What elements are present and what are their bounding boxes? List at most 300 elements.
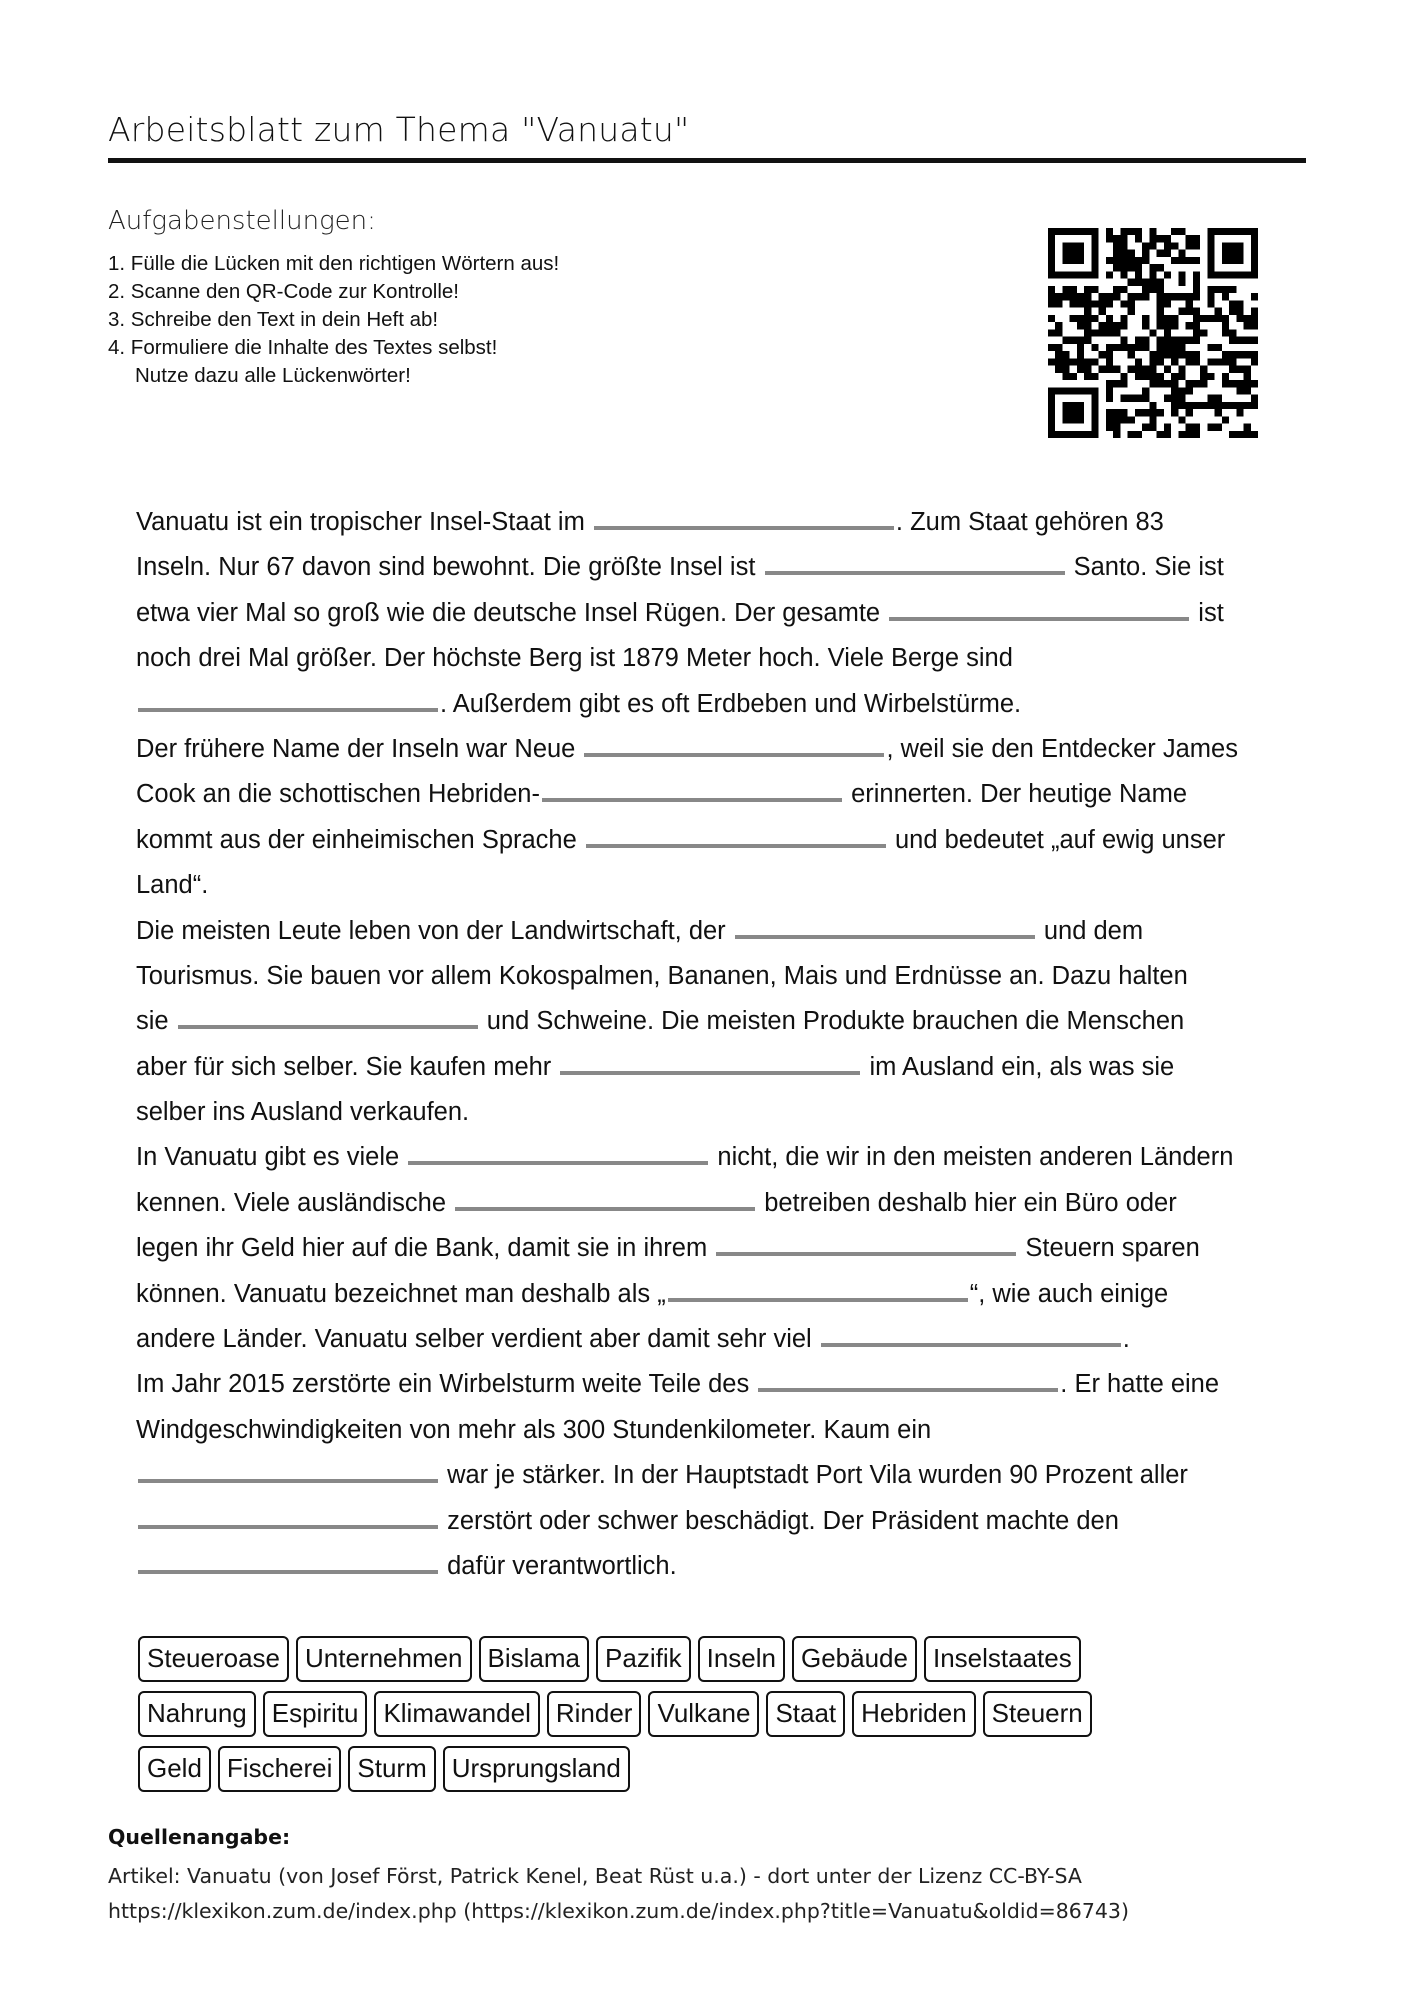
qr-module xyxy=(1120,395,1127,402)
qr-module xyxy=(1142,387,1149,394)
blank-field[interactable] xyxy=(889,597,1189,621)
word-chip[interactable]: Klimawandel xyxy=(374,1691,539,1737)
qr-module xyxy=(1244,387,1251,394)
qr-module xyxy=(1120,322,1127,329)
word-chip[interactable]: Ursprungsland xyxy=(443,1746,630,1792)
qr-module xyxy=(1128,264,1135,271)
qr-module xyxy=(1120,344,1127,351)
qr-module xyxy=(1200,380,1207,387)
blank-field[interactable] xyxy=(138,1505,438,1529)
qr-module xyxy=(1157,308,1164,315)
qr-module xyxy=(1084,329,1091,336)
qr-module xyxy=(1157,286,1164,293)
qr-module xyxy=(1113,424,1120,431)
word-chip[interactable]: Nahrung xyxy=(138,1691,256,1737)
text-line xyxy=(136,591,1316,636)
text-line xyxy=(136,1362,1316,1407)
qr-module xyxy=(1091,344,1098,351)
text-line xyxy=(136,1226,1316,1271)
blank-field[interactable] xyxy=(821,1323,1121,1347)
qr-module xyxy=(1149,424,1156,431)
blank-field[interactable] xyxy=(138,688,438,712)
qr-module xyxy=(1135,373,1142,380)
qr-module xyxy=(1186,402,1193,409)
qr-module xyxy=(1077,344,1084,351)
qr-module xyxy=(1128,344,1135,351)
qr-module xyxy=(1236,337,1243,344)
text-line xyxy=(136,772,1316,817)
qr-module xyxy=(1048,315,1055,322)
qr-module xyxy=(1149,279,1156,286)
qr-module xyxy=(1084,300,1091,307)
qr-finder-part xyxy=(1048,228,1055,279)
qr-module xyxy=(1048,300,1055,307)
qr-module xyxy=(1193,271,1200,278)
qr-module xyxy=(1178,402,1185,409)
text-line xyxy=(136,727,1316,772)
qr-module xyxy=(1164,431,1171,438)
qr-module xyxy=(1164,293,1171,300)
qr-module xyxy=(1055,358,1062,365)
qr-module xyxy=(1222,380,1229,387)
qr-module xyxy=(1178,387,1185,394)
qr-module xyxy=(1149,228,1156,235)
qr-module xyxy=(1091,315,1098,322)
qr-finder-part xyxy=(1048,228,1099,235)
qr-module xyxy=(1178,257,1185,264)
qr-module xyxy=(1113,293,1120,300)
qr-module xyxy=(1113,409,1120,416)
qr-module xyxy=(1164,271,1171,278)
qr-module xyxy=(1178,308,1185,315)
qr-module xyxy=(1070,286,1077,293)
qr-module xyxy=(1251,402,1258,409)
qr-module xyxy=(1186,424,1193,431)
qr-module xyxy=(1229,329,1236,336)
qr-module xyxy=(1193,322,1200,329)
task-item: 1. Fülle die Lücken mit den richtigen Wörtern aus! xyxy=(108,252,560,275)
text-segment: Windgeschwindigkeiten von mehr als 300 Stundenkilometer. Kaum ein xyxy=(136,1415,932,1444)
qr-module xyxy=(1142,293,1149,300)
qr-module xyxy=(1149,351,1156,358)
qr-finder-part xyxy=(1207,228,1214,279)
qr-module xyxy=(1171,293,1178,300)
qr-module xyxy=(1186,387,1193,394)
qr-module xyxy=(1171,337,1178,344)
qr-module xyxy=(1128,395,1135,402)
qr-module xyxy=(1099,300,1106,307)
qr-module xyxy=(1164,235,1171,242)
text-segment: , weil sie den Entdecker James xyxy=(886,734,1238,763)
qr-module xyxy=(1222,373,1229,380)
text-segment: und Schweine. Die meisten Produkte brauchen die Menschen xyxy=(479,1007,1185,1036)
qr-module xyxy=(1186,235,1193,242)
qr-module xyxy=(1236,387,1243,394)
qr-module xyxy=(1229,308,1236,315)
qr-module xyxy=(1236,300,1243,307)
qr-module xyxy=(1062,351,1069,358)
qr-module xyxy=(1135,431,1142,438)
qr-module xyxy=(1084,337,1091,344)
text-segment: “, wie auch einige xyxy=(969,1279,1169,1308)
qr-module xyxy=(1128,431,1135,438)
qr-module xyxy=(1099,308,1106,315)
qr-module xyxy=(1157,431,1164,438)
qr-module xyxy=(1120,242,1127,249)
blank-field[interactable] xyxy=(408,1141,708,1165)
blank-field[interactable] xyxy=(594,506,894,530)
word-bank xyxy=(138,1636,1238,1801)
text-segment: dafür verantwortlich. xyxy=(440,1551,677,1580)
qr-module xyxy=(1215,402,1222,409)
blank-field[interactable] xyxy=(758,1368,1058,1392)
qr-module xyxy=(1207,395,1214,402)
qr-module xyxy=(1120,228,1127,235)
qr-module xyxy=(1157,235,1164,242)
qr-module xyxy=(1077,337,1084,344)
qr-module xyxy=(1142,250,1149,257)
qr-module xyxy=(1120,264,1127,271)
blank-field[interactable] xyxy=(716,1232,1016,1256)
qr-module xyxy=(1186,293,1193,300)
qr-finder-part xyxy=(1207,271,1258,278)
qr-module xyxy=(1106,358,1113,365)
word-chip[interactable]: Vulkane xyxy=(648,1691,759,1737)
blank-field[interactable] xyxy=(584,733,884,757)
qr-module xyxy=(1091,300,1098,307)
qr-module xyxy=(1142,424,1149,431)
word-chip[interactable]: Steueroase xyxy=(138,1636,289,1682)
word-chip[interactable]: Inselstaates xyxy=(924,1636,1081,1682)
qr-module xyxy=(1171,344,1178,351)
qr-module xyxy=(1091,286,1098,293)
word-chip[interactable]: Steuern xyxy=(983,1691,1092,1737)
qr-module xyxy=(1164,322,1171,329)
text-segment: Land“. xyxy=(136,871,209,900)
qr-module xyxy=(1091,373,1098,380)
qr-module xyxy=(1128,228,1135,235)
text-segment: selber ins Ausland verkaufen. xyxy=(136,1098,470,1127)
blank-field[interactable] xyxy=(735,915,1035,939)
qr-module xyxy=(1186,322,1193,329)
qr-module xyxy=(1178,250,1185,257)
qr-module xyxy=(1193,235,1200,242)
word-chip[interactable]: Rinder xyxy=(547,1691,642,1737)
qr-module xyxy=(1149,402,1156,409)
qr-module xyxy=(1251,322,1258,329)
qr-module xyxy=(1055,351,1062,358)
qr-module xyxy=(1120,315,1127,322)
qr-module xyxy=(1186,351,1193,358)
qr-module xyxy=(1207,344,1214,351)
qr-module xyxy=(1106,416,1113,423)
qr-module xyxy=(1084,358,1091,365)
qr-module xyxy=(1236,366,1243,373)
qr-module xyxy=(1236,380,1243,387)
qr-module xyxy=(1222,322,1229,329)
qr-module xyxy=(1229,337,1236,344)
text-segment: Die meisten Leute leben von der Landwirtschaft, der xyxy=(136,916,733,945)
qr-module xyxy=(1244,380,1251,387)
qr-module xyxy=(1120,286,1127,293)
qr-module xyxy=(1178,293,1185,300)
qr-module xyxy=(1229,431,1236,438)
qr-module xyxy=(1193,380,1200,387)
qr-module xyxy=(1106,235,1113,242)
qr-module xyxy=(1048,286,1055,293)
qr-module xyxy=(1222,329,1229,336)
qr-module xyxy=(1128,300,1135,307)
qr-module xyxy=(1215,308,1222,315)
source-heading: Quellenangabe: xyxy=(108,1825,291,1849)
qr-module xyxy=(1157,373,1164,380)
word-chip[interactable]: Sturm xyxy=(348,1746,435,1792)
text-line xyxy=(136,818,1316,863)
text-segment: legen ihr Geld hier auf die Bank, damit sie in ihrem xyxy=(136,1234,715,1263)
qr-module xyxy=(1135,344,1142,351)
qr-module xyxy=(1128,308,1135,315)
qr-module xyxy=(1128,416,1135,423)
qr-module xyxy=(1070,337,1077,344)
qr-module xyxy=(1200,315,1207,322)
qr-module xyxy=(1178,228,1185,235)
word-chip[interactable]: Inseln xyxy=(698,1636,785,1682)
word-chip[interactable]: Espiritu xyxy=(263,1691,368,1737)
text-line xyxy=(136,1272,1316,1317)
qr-module xyxy=(1244,424,1251,431)
qr-module xyxy=(1164,366,1171,373)
qr-module xyxy=(1077,300,1084,307)
qr-module xyxy=(1178,366,1185,373)
qr-module xyxy=(1251,315,1258,322)
qr-module xyxy=(1070,300,1077,307)
qr-module xyxy=(1215,395,1222,402)
qr-module xyxy=(1244,431,1251,438)
qr-module xyxy=(1135,395,1142,402)
qr-module xyxy=(1135,264,1142,271)
qr-module xyxy=(1186,300,1193,307)
qr-module xyxy=(1157,337,1164,344)
qr-module xyxy=(1157,300,1164,307)
qr-module xyxy=(1193,402,1200,409)
blank-field[interactable] xyxy=(586,824,886,848)
qr-module xyxy=(1062,358,1069,365)
qr-module xyxy=(1099,351,1106,358)
qr-module xyxy=(1244,315,1251,322)
qr-module xyxy=(1055,366,1062,373)
text-segment: Steuern sparen xyxy=(1018,1234,1200,1263)
qr-module xyxy=(1135,271,1142,278)
qr-module xyxy=(1244,366,1251,373)
qr-module xyxy=(1149,242,1156,249)
qr-module xyxy=(1193,308,1200,315)
qr-module xyxy=(1120,271,1127,278)
qr-module xyxy=(1229,366,1236,373)
word-bank-row xyxy=(138,1746,1238,1801)
qr-module xyxy=(1062,286,1069,293)
qr-module xyxy=(1178,431,1185,438)
qr-module xyxy=(1229,351,1236,358)
qr-module xyxy=(1200,402,1207,409)
qr-module xyxy=(1207,358,1214,365)
qr-module xyxy=(1128,351,1135,358)
qr-module xyxy=(1157,409,1164,416)
qr-module xyxy=(1244,402,1251,409)
qr-module xyxy=(1164,424,1171,431)
qr-finder-part xyxy=(1048,387,1099,394)
qr-module xyxy=(1244,351,1251,358)
text-segment: andere Länder. Vanuatu selber verdient aber damit sehr viel xyxy=(136,1325,819,1354)
qr-module xyxy=(1113,250,1120,257)
qr-module xyxy=(1084,308,1091,315)
text-segment: aber für sich selber. Sie kaufen mehr xyxy=(136,1052,559,1081)
text-segment: kommt aus der einheimischen Sprache xyxy=(136,825,584,854)
qr-finder-part xyxy=(1207,228,1258,235)
text-segment: . xyxy=(1122,1325,1130,1354)
qr-module xyxy=(1229,380,1236,387)
qr-module xyxy=(1149,329,1156,336)
qr-module xyxy=(1178,373,1185,380)
blank-field[interactable] xyxy=(668,1278,968,1302)
qr-module xyxy=(1229,286,1236,293)
qr-module xyxy=(1062,373,1069,380)
text-segment: In Vanuatu gibt es viele xyxy=(136,1143,407,1172)
source-url: https://klexikon.zum.de/index.php (https://klexikon.zum.de/index.php?title=Vanuatu&oldid=86743) xyxy=(108,1899,1129,1923)
text-segment: etwa vier Mal so groß wie die deutsche Insel Rügen. Der gesamte xyxy=(136,598,888,627)
word-chip[interactable]: Hebriden xyxy=(852,1691,976,1737)
blank-field[interactable] xyxy=(138,1550,438,1574)
qr-module xyxy=(1207,373,1214,380)
qr-module xyxy=(1193,337,1200,344)
tasks-heading: Aufgabenstellungen: xyxy=(108,206,376,236)
qr-module xyxy=(1128,293,1135,300)
qr-finder-part xyxy=(1048,271,1099,278)
qr-module xyxy=(1164,250,1171,257)
text-line xyxy=(136,1317,1316,1362)
qr-module xyxy=(1113,242,1120,249)
qr-module xyxy=(1113,344,1120,351)
text-segment: Cook an die schottischen Hebriden- xyxy=(136,780,540,809)
qr-module xyxy=(1062,366,1069,373)
qr-module xyxy=(1164,395,1171,402)
qr-module xyxy=(1171,351,1178,358)
blank-field[interactable] xyxy=(765,551,1065,575)
qr-module xyxy=(1178,279,1185,286)
text-segment: . Zum Staat gehören 83 xyxy=(895,508,1164,536)
blank-field[interactable] xyxy=(560,1051,860,1075)
word-chip[interactable]: Geld xyxy=(138,1746,211,1792)
qr-module xyxy=(1222,286,1229,293)
qr-module xyxy=(1157,344,1164,351)
qr-module xyxy=(1193,242,1200,249)
qr-module xyxy=(1222,351,1229,358)
qr-module xyxy=(1149,271,1156,278)
text-line xyxy=(136,1408,1316,1453)
qr-module xyxy=(1135,366,1142,373)
qr-module xyxy=(1099,322,1106,329)
qr-module xyxy=(1142,337,1149,344)
qr-module xyxy=(1120,337,1127,344)
qr-finder-part xyxy=(1048,431,1099,438)
qr-module xyxy=(1178,337,1185,344)
text-segment: zerstört oder schwer beschädigt. Der Präsident machte den xyxy=(440,1506,1119,1535)
text-segment: war je stärker. In der Hauptstadt Port Vila wurden 90 Prozent aller xyxy=(440,1461,1188,1490)
qr-module xyxy=(1106,380,1113,387)
qr-module xyxy=(1106,351,1113,358)
title-underline xyxy=(108,158,1306,163)
qr-module xyxy=(1193,315,1200,322)
qr-module xyxy=(1128,257,1135,264)
qr-module xyxy=(1157,322,1164,329)
qr-module xyxy=(1120,257,1127,264)
qr-module xyxy=(1149,373,1156,380)
qr-module xyxy=(1171,395,1178,402)
qr-module xyxy=(1055,293,1062,300)
qr-finder-part xyxy=(1062,402,1084,424)
qr-module xyxy=(1113,329,1120,336)
qr-module xyxy=(1149,264,1156,271)
qr-module xyxy=(1186,409,1193,416)
blank-field[interactable] xyxy=(178,1005,478,1029)
qr-module xyxy=(1149,416,1156,423)
qr-module xyxy=(1171,387,1178,394)
blank-field[interactable] xyxy=(138,1459,438,1483)
word-chip[interactable]: Fischerei xyxy=(218,1746,341,1792)
qr-module xyxy=(1236,409,1243,416)
qr-module xyxy=(1186,242,1193,249)
qr-module xyxy=(1244,373,1251,380)
word-chip[interactable]: Bislama xyxy=(479,1636,589,1682)
word-bank-row xyxy=(138,1691,1238,1746)
text-segment: . Er hatte eine xyxy=(1060,1370,1220,1399)
word-chip[interactable]: Gebäude xyxy=(792,1636,917,1682)
qr-module xyxy=(1186,431,1193,438)
qr-module xyxy=(1178,416,1185,423)
word-chip[interactable]: Pazifik xyxy=(596,1636,691,1682)
qr-module xyxy=(1178,395,1185,402)
qr-module xyxy=(1106,271,1113,278)
qr-module xyxy=(1084,322,1091,329)
qr-module xyxy=(1164,337,1171,344)
qr-module xyxy=(1120,300,1127,307)
qr-module xyxy=(1106,315,1113,322)
qr-module xyxy=(1106,228,1113,235)
text-segment: Im Jahr 2015 zerstörte ein Wirbelsturm weite Teile des xyxy=(136,1370,757,1399)
blank-field[interactable] xyxy=(542,778,842,802)
qr-module xyxy=(1236,402,1243,409)
text-line xyxy=(136,909,1316,954)
text-segment: Tourismus. Sie bauen vor allem Kokospalmen, Bananen, Mais und Erdnüsse an. Dazu halten xyxy=(136,961,1188,990)
qr-module xyxy=(1135,358,1142,365)
blank-field[interactable] xyxy=(455,1187,755,1211)
text-segment: ist xyxy=(1191,598,1224,627)
word-chip[interactable]: Staat xyxy=(766,1691,845,1737)
qr-module xyxy=(1193,257,1200,264)
text-line xyxy=(136,954,1316,999)
word-chip[interactable]: Unternehmen xyxy=(296,1636,472,1682)
qr-module xyxy=(1106,424,1113,431)
qr-module xyxy=(1106,395,1113,402)
qr-module xyxy=(1135,228,1142,235)
qr-module xyxy=(1113,380,1120,387)
qr-module xyxy=(1171,228,1178,235)
qr-module xyxy=(1091,358,1098,365)
qr-module xyxy=(1142,315,1149,322)
qr-code-icon[interactable] xyxy=(1048,228,1258,438)
qr-module xyxy=(1164,242,1171,249)
qr-module xyxy=(1099,366,1106,373)
qr-module xyxy=(1120,380,1127,387)
